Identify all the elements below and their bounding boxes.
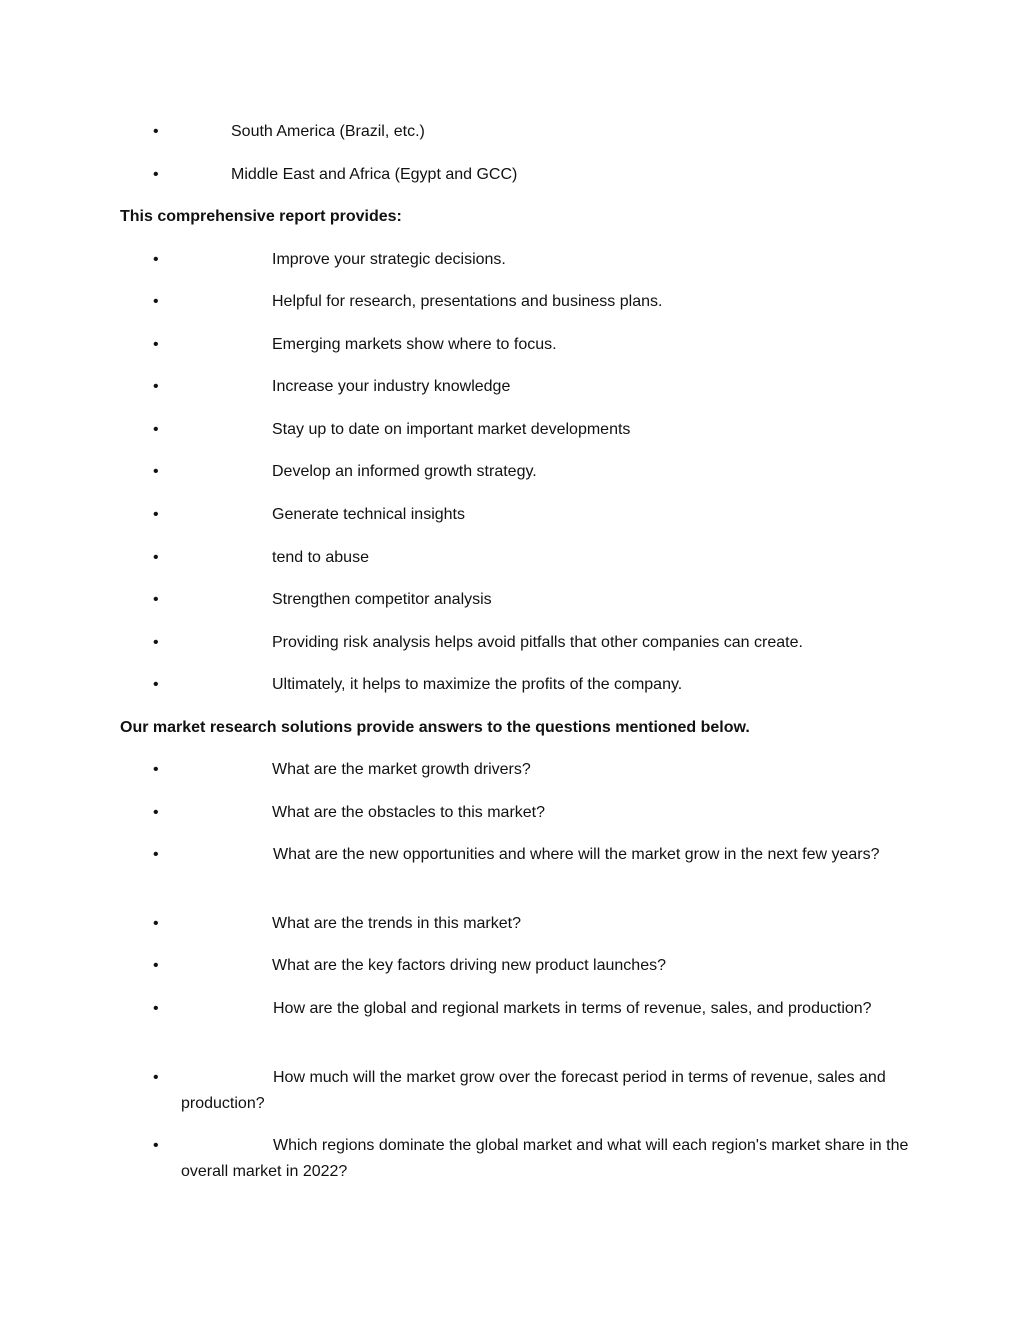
list-item-text: Which regions dominate the global market and what will each region's market share in the overall market in 2022? (181, 1137, 909, 1180)
list-item-text: How are the global and regional markets in terms of revenue, sales, and production? (273, 1000, 872, 1017)
list-item-text: What are the key factors driving new product launches? (272, 957, 666, 974)
list-item (153, 911, 913, 937)
list-item-text: South America (Brazil, etc.) (231, 123, 425, 140)
list-item-text: Middle East and Africa (Egypt and GCC) (231, 166, 518, 183)
bullet: • (153, 915, 159, 932)
list-item (153, 289, 913, 315)
list-item (153, 459, 913, 485)
bullet: • (153, 123, 159, 140)
section-heading-benefits: This comprehensive report provides: (120, 208, 402, 225)
list-item-text: Emerging markets show where to focus. (272, 336, 557, 353)
list-item-text: How much will the market grow over the forecast period in terms of revenue, sales and production? (181, 1069, 886, 1112)
list-item-text: Helpful for research, presentations and business plans. (272, 293, 663, 310)
section-heading-questions: Our market research solutions provide answers to the questions mentioned below. (120, 719, 750, 736)
list-item-text: What are the obstacles to this market? (272, 804, 546, 821)
bullet: • (153, 166, 159, 183)
list-item-text: Improve your strategic decisions. (272, 251, 506, 268)
list-item (153, 587, 913, 613)
list-item (153, 953, 913, 979)
list-item (153, 757, 913, 783)
list-item (153, 672, 913, 698)
list-item-text: Generate technical insights (272, 506, 465, 523)
list-item-text: What are the market growth drivers? (272, 761, 531, 778)
list-item (153, 502, 913, 528)
bullet: • (153, 378, 159, 395)
list-item-text: Providing risk analysis helps avoid pitfalls that other companies can create. (272, 634, 803, 651)
bullet: • (153, 293, 159, 310)
list-item-text: What are the trends in this market? (272, 915, 521, 932)
bullet: • (153, 957, 159, 974)
bullet: • (153, 1000, 159, 1017)
list-item-text: Strengthen competitor analysis (272, 591, 492, 608)
list-item (153, 630, 913, 656)
bullet: • (153, 549, 159, 566)
list-item (153, 247, 913, 273)
list-item-text: Stay up to date on important market developments (272, 421, 631, 438)
list-item (153, 332, 913, 358)
list-item-text: What are the new opportunities and where will the market grow in the next few years? (273, 846, 880, 863)
bullet: • (153, 761, 159, 778)
list-item-text: Develop an informed growth strategy. (272, 463, 537, 480)
bullet: • (153, 421, 159, 438)
bullet: • (153, 846, 159, 863)
list-item (153, 996, 913, 1022)
bullet: • (153, 634, 159, 651)
list-item (153, 545, 913, 571)
bullet: • (153, 1069, 159, 1086)
list-item (153, 842, 913, 868)
list-item-text: tend to abuse (272, 549, 369, 566)
list-item (153, 800, 913, 826)
list-item (153, 1065, 913, 1117)
bullet: • (153, 591, 159, 608)
bullet: • (153, 336, 159, 353)
bullet: • (153, 463, 159, 480)
list-item (153, 1133, 913, 1185)
bullet: • (153, 1137, 159, 1154)
list-item (153, 374, 913, 400)
list-item (153, 162, 913, 188)
bullet: • (153, 804, 159, 821)
bullet: • (153, 251, 159, 268)
list-item (153, 417, 913, 443)
list-item (153, 119, 913, 145)
bullet: • (153, 506, 159, 523)
bullet: • (153, 676, 159, 693)
list-item-text: Increase your industry knowledge (272, 378, 511, 395)
list-item-text: Ultimately, it helps to maximize the profits of the company. (272, 676, 683, 693)
